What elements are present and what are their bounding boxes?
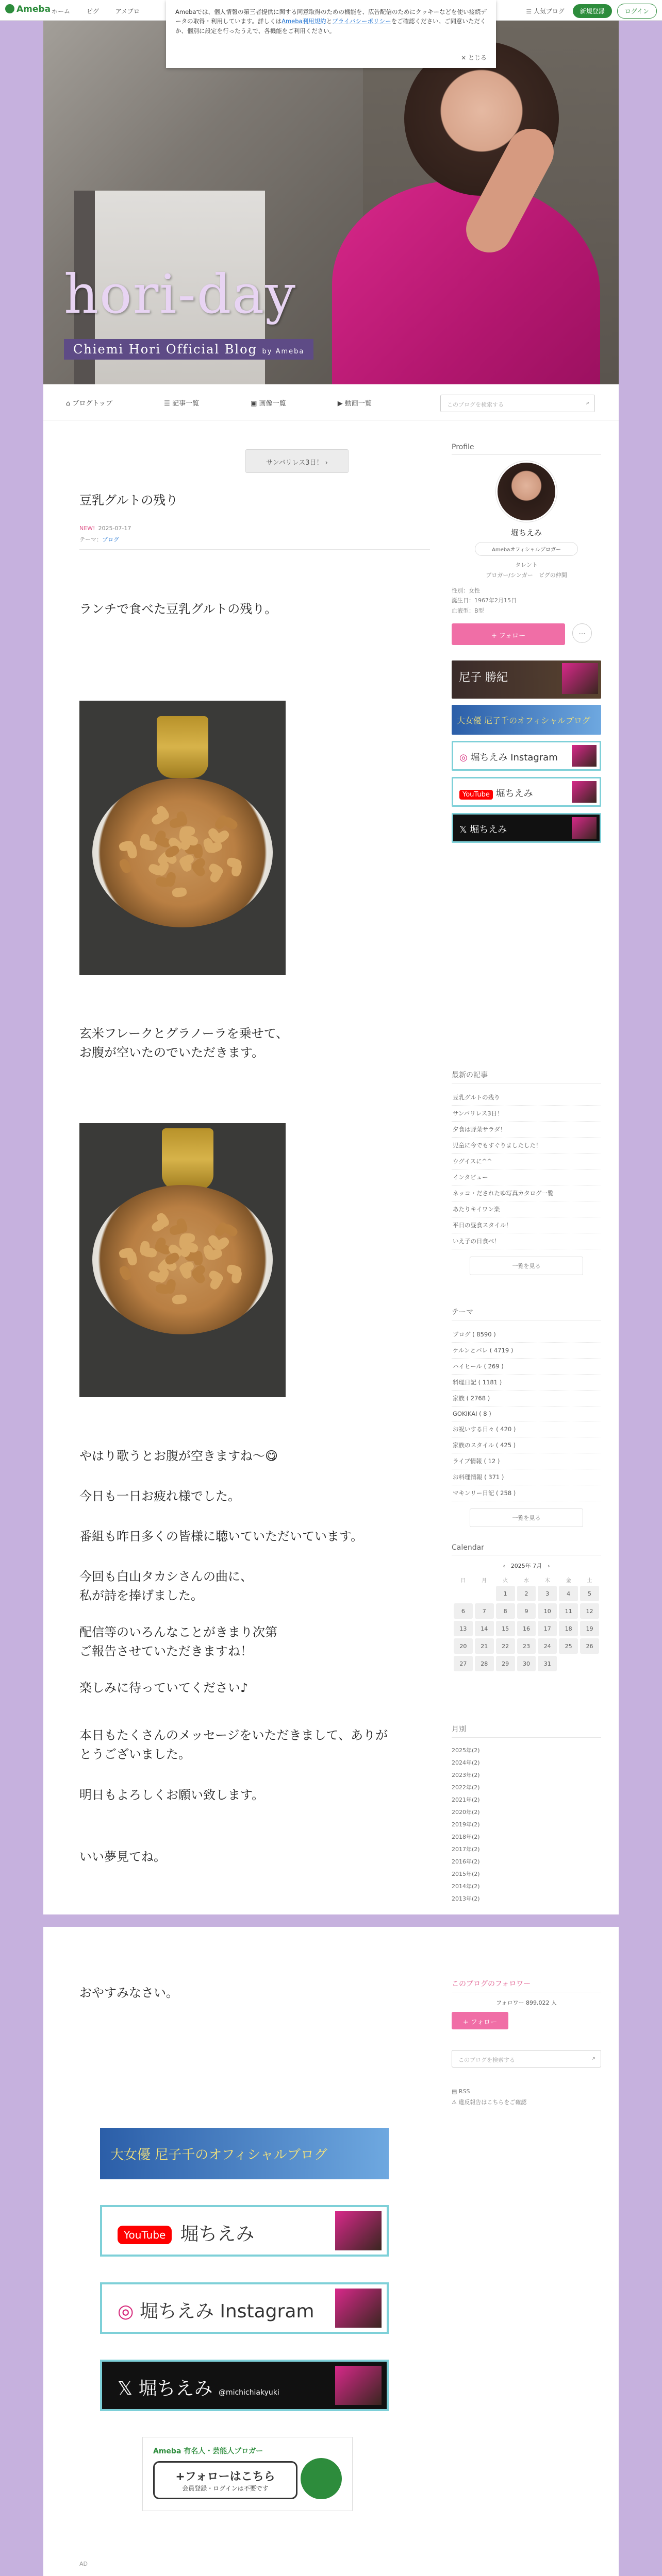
month-item[interactable]: 2023年(2) xyxy=(452,1772,480,1778)
theme-item[interactable]: ブログ ( 8590 ) xyxy=(452,1327,601,1343)
instagram-icon: ◎ xyxy=(459,752,468,763)
calendar-day[interactable]: 20 xyxy=(454,1638,473,1654)
sidebar-banner-1[interactable]: 尼子 勝紀 xyxy=(452,660,601,699)
banner-photo xyxy=(335,2289,382,2328)
calendar-day[interactable]: 28 xyxy=(475,1656,494,1671)
post-paragraph: 番組も昨日多くの皆様に聴いていただいています。 xyxy=(79,1529,363,1544)
nav-home[interactable]: ホーム xyxy=(52,8,71,15)
banner-photo xyxy=(572,817,597,839)
profile-name[interactable]: 堀ちえみ xyxy=(510,528,542,537)
nav-pigg[interactable]: ピグ xyxy=(86,8,99,15)
calendar-day[interactable]: 12 xyxy=(580,1603,599,1619)
cereal-flake xyxy=(118,857,133,874)
coffee-cup xyxy=(162,1128,213,1190)
calendar-grid: 日 月 火 水 木 金 土 1 2 3 4 5 6 7 8 9 10 11 12 13 14 15 16 17 18 19 20 21 22 23 24 25 26 27 28 29 30 31 xyxy=(452,1574,601,1673)
sidebar-banner-youtube[interactable]: YouTube 堀ちえみ xyxy=(452,777,601,807)
cereal-flake xyxy=(172,887,187,898)
theme-item[interactable]: お料理情報 ( 371 ) xyxy=(452,1469,601,1485)
theme-item[interactable]: ハイヒール ( 269 ) xyxy=(452,1359,601,1375)
more-options-button[interactable]: … xyxy=(572,623,592,643)
theme-item[interactable]: 家族 ( 2768 ) xyxy=(452,1391,601,1406)
prev-article-button[interactable]: サンバリレス3日！ › xyxy=(245,449,349,473)
cereal-flake xyxy=(118,1264,133,1281)
main-panel-top xyxy=(43,420,619,1914)
calendar-day[interactable]: 10 xyxy=(538,1603,557,1619)
sidebar-followers xyxy=(452,1978,601,2106)
calendar-day[interactable]: 14 xyxy=(475,1621,494,1636)
youtube-icon: YouTube xyxy=(118,2226,172,2244)
banner-photo xyxy=(335,2366,382,2405)
blog-title: hori-day xyxy=(64,263,297,326)
calendar-day[interactable]: 2 xyxy=(517,1586,536,1601)
coffee-cup xyxy=(157,716,208,778)
calendar-day[interactable]: 23 xyxy=(517,1638,536,1654)
blog-search-input[interactable]: このブログを検索する ⌕ xyxy=(440,395,595,412)
main-panel-bottom xyxy=(43,1927,619,2576)
banner-photo xyxy=(562,663,598,694)
ad-label: AD xyxy=(79,2561,88,2567)
register-button[interactable]: 新規登録 xyxy=(573,4,612,18)
login-button[interactable]: ログイン xyxy=(617,4,657,19)
cereal-flake xyxy=(180,1233,195,1243)
calendar-day[interactable]: 26 xyxy=(580,1638,599,1654)
cereal-flake xyxy=(193,1250,203,1265)
post-paragraph: やはり歌うとお腹が空きますね〜😋 xyxy=(79,1449,278,1463)
calendar-day[interactable]: 9 xyxy=(517,1603,536,1619)
calendar-day[interactable]: 15 xyxy=(496,1621,515,1636)
post-paragraph: 今日も一日お疲れ様でした。 xyxy=(79,1489,240,1503)
profile-header: Profile xyxy=(452,443,601,455)
post-paragraph: ランチで食べた豆乳グルトの残り。 xyxy=(79,602,277,616)
calendar-day xyxy=(454,1586,473,1601)
rss-link[interactable]: ▤ RSS xyxy=(452,2088,470,2095)
profile-avatar[interactable] xyxy=(496,461,557,522)
cereal-bowl xyxy=(92,1185,273,1334)
calendar-day[interactable]: 13 xyxy=(454,1621,473,1636)
header-actions xyxy=(526,4,657,19)
calendar-day[interactable]: 8 xyxy=(496,1603,515,1619)
month-item[interactable]: 2019年(2) xyxy=(452,1821,480,1828)
prev-month-icon[interactable]: ‹ xyxy=(503,1563,505,1569)
theme-item[interactable]: 料理日記 ( 1181 ) xyxy=(452,1375,601,1391)
month-item[interactable]: 2017年(2) xyxy=(452,1846,480,1853)
nav-ameblo[interactable]: アメブロ xyxy=(115,8,140,15)
theme-item[interactable]: マキンリー日記 ( 258 ) xyxy=(452,1485,601,1501)
calendar-day[interactable]: 27 xyxy=(454,1656,473,1671)
privacy-link[interactable]: プライバシーポリシー xyxy=(332,18,391,25)
month-item[interactable]: 2013年(2) xyxy=(452,1895,480,1902)
search-icon[interactable]: ⌕ xyxy=(586,399,589,406)
month-item[interactable]: 2022年(2) xyxy=(452,1784,480,1791)
next-month-icon[interactable]: › xyxy=(548,1563,550,1569)
calendar-day[interactable]: 6 xyxy=(454,1603,473,1619)
post-paragraph: 本日もたくさんのメッセージをいただきまして、ありが とうございました。 xyxy=(79,1728,388,1762)
sidebar-profile xyxy=(452,443,601,849)
theme-item[interactable]: GOKIKAI ( 8 ) xyxy=(452,1406,601,1421)
official-badge: Amebaオフィシャルブロガー xyxy=(475,542,578,556)
search-icon[interactable]: ⌕ xyxy=(592,2055,595,2061)
followers-header: このブログのフォロワー xyxy=(452,1978,601,1992)
post-paragraph: 明日もよろしくお願い致します。 xyxy=(79,1788,264,1802)
theme-item[interactable]: お祝いする日々 ( 420 ) xyxy=(452,1421,601,1437)
content-banner-youtube[interactable]: YouTube 堀ちえみ xyxy=(100,2205,389,2257)
recent-item[interactable]: 豆乳グルトの残り xyxy=(452,1090,601,1106)
cereal-flake xyxy=(172,1294,187,1305)
banner-photo xyxy=(335,2211,382,2250)
global-nav xyxy=(52,7,154,15)
calendar-day[interactable]: 24 xyxy=(538,1638,557,1654)
theme-item[interactable]: 家族のスタイル ( 425 ) xyxy=(452,1437,601,1453)
calendar-day[interactable]: 19 xyxy=(580,1621,599,1636)
profile-info: 性別：女性 誕生日：1967年2月15日 血液型：B型 xyxy=(452,587,517,615)
month-item[interactable]: 2024年(2) xyxy=(452,1759,480,1766)
recent-see-more[interactable]: 一覧を見る xyxy=(470,1257,583,1275)
cookie-notice: Amebaでは、個人情報の第三者提供に関する同意取得のための機能を、広告配信のためにクッキーなどを使い接続データの取得・利用しています。詳しくはAmeba利用規約とプライバシーポリシーをご確認ください。ご同意いただくか、個別に設定を行ったうえで、各機能をご利用ください。 × とじる xyxy=(166,0,496,68)
report-link-sidebar[interactable]: ⚠ 違反報告はこちらをご確認 xyxy=(452,2099,527,2106)
calendar-day[interactable]: 5 xyxy=(580,1586,599,1601)
recent-item[interactable]: 児童に今でもすぐりましたした！ xyxy=(452,1138,601,1154)
instagram-icon: ◎ xyxy=(118,2301,134,2322)
tab-article-list[interactable]: ☰ 記事一覧 xyxy=(164,400,199,408)
calendar-day[interactable]: 3 xyxy=(538,1586,557,1601)
banner-photo xyxy=(572,781,597,803)
youtube-icon: YouTube xyxy=(459,790,493,800)
sidebar-themes xyxy=(452,1307,601,1534)
calendar-day[interactable]: 22 xyxy=(496,1638,515,1654)
post-paragraph: 玄米フレークとグラノーラを乗せて、 お腹が空いたのでいただきます。 xyxy=(79,1026,289,1060)
sidebar-search-input[interactable]: このブログを検索する ⌕ xyxy=(452,2050,601,2067)
blog-subnav xyxy=(43,384,619,420)
follow-button[interactable]: + フォロー xyxy=(452,623,565,645)
calendar-day[interactable]: 4 xyxy=(559,1586,578,1601)
month-item[interactable]: 2015年(2) xyxy=(452,1871,480,1877)
ameba-follow-banner[interactable]: Ameba 有名人・芸能人ブロガー +フォローはこちら 会員登録・ログインは不要です xyxy=(142,2437,353,2511)
calendar-day[interactable]: 21 xyxy=(475,1638,494,1654)
x-icon: 𝕏 xyxy=(459,824,467,835)
post-paragraph: 楽しみに待っていてください♪ xyxy=(79,1681,249,1695)
sidebar-banner-2[interactable]: 大女優 尼子千のオフィシャルブログ xyxy=(452,705,601,735)
popular-blogs-link[interactable]: ☰ 人気ブログ xyxy=(526,8,565,15)
follow-button-2[interactable]: + フォロー xyxy=(452,2012,508,2029)
calendar-day[interactable]: 29 xyxy=(496,1656,515,1671)
recent-item[interactable]: 夕食は野菜サラダ！ xyxy=(452,1122,601,1138)
recent-item[interactable]: インタビュー xyxy=(452,1170,601,1185)
profile-meta: タレント ブロガー/シンガー ピグの仲間 xyxy=(486,562,567,579)
cereal-flake xyxy=(180,826,195,836)
sidebar-banner-x[interactable]: 𝕏 堀ちえみ xyxy=(452,813,601,843)
content-banner-official[interactable]: 大女優 尼子千のオフィシャルブログ xyxy=(100,2128,389,2179)
content-banner-x[interactable]: 𝕏 堀ちえみ @michichiakyuki xyxy=(100,2360,389,2411)
recent-item[interactable]: ウグイスに^^ xyxy=(452,1154,601,1170)
tab-image-list[interactable]: ▣ 画像一覧 xyxy=(251,400,286,408)
cereal-flake xyxy=(222,1223,239,1238)
calendar-day[interactable]: 18 xyxy=(559,1621,578,1636)
recent-header: 最新の記事 xyxy=(452,1070,601,1083)
month-item[interactable]: 2025年(2) xyxy=(452,1747,480,1754)
post-paragraph: いい夢見てね。 xyxy=(79,1850,166,1864)
blog-subtitle: Chiemi Hori Official Blog by Ameba xyxy=(64,339,313,360)
sidebar-monthly xyxy=(452,1724,601,1905)
divider xyxy=(79,549,430,550)
calendar-day xyxy=(475,1586,494,1601)
followers-count: フォロワー 899,022 人 xyxy=(496,1999,557,2006)
close-notice-button[interactable]: × とじる xyxy=(461,54,487,61)
cereal-bowl xyxy=(92,778,273,927)
post-photo-1[interactable] xyxy=(79,701,286,975)
blog-header-image[interactable] xyxy=(43,21,619,384)
banner-photo xyxy=(572,745,597,767)
calendar-header: Calendar xyxy=(452,1544,601,1555)
calendar-day xyxy=(580,1656,599,1671)
calendar-month: ‹ 2025年 7月 › xyxy=(503,1563,550,1569)
calendar-day[interactable]: 17 xyxy=(538,1621,557,1636)
calendar-day[interactable]: 30 xyxy=(517,1656,536,1671)
post-paragraph: おやすみなさい。 xyxy=(79,1986,178,2000)
month-item[interactable]: 2016年(2) xyxy=(452,1858,480,1865)
recent-item[interactable]: 平日の昼食スタイル！ xyxy=(452,1217,601,1233)
recent-item[interactable]: ネッコ・だされたゆ写真カタログ一覧 xyxy=(452,1185,601,1201)
recent-item[interactable]: あたりキイワン楽 xyxy=(452,1201,601,1217)
calendar-day[interactable]: 7 xyxy=(475,1603,494,1619)
tab-blog-top[interactable]: ⌂ ブログトップ xyxy=(66,400,113,408)
post-title[interactable]: 豆乳グルトの残り xyxy=(79,493,178,507)
content-banner-instagram[interactable]: ◎ 堀ちえみ Instagram xyxy=(100,2282,389,2334)
post-photo-2[interactable] xyxy=(79,1123,286,1397)
calendar-day[interactable]: 11 xyxy=(559,1603,578,1619)
theme-see-more[interactable]: 一覧を見る xyxy=(470,1509,583,1527)
calendar-day xyxy=(559,1656,578,1671)
month-item[interactable]: 2020年(2) xyxy=(452,1809,480,1816)
theme-header: テーマ xyxy=(452,1307,601,1320)
sidebar-recent xyxy=(452,1070,601,1282)
theme-link[interactable]: ブログ xyxy=(102,536,119,543)
ameba-logo[interactable]: Ameba xyxy=(5,4,51,14)
recent-item[interactable]: サンバリレス3日！ xyxy=(452,1106,601,1122)
month-item[interactable]: 2018年(2) xyxy=(452,1834,480,1840)
calendar-day[interactable]: 25 xyxy=(559,1638,578,1654)
calendar-day[interactable]: 16 xyxy=(517,1621,536,1636)
x-icon: 𝕏 xyxy=(118,2378,133,2399)
month-item[interactable]: 2021年(2) xyxy=(452,1797,480,1803)
terms-link[interactable]: Ameba利用規約 xyxy=(282,18,326,25)
post-date: NEW! 2025-07-17 xyxy=(79,525,131,532)
ameba-frog-icon xyxy=(301,2458,342,2499)
recent-item[interactable]: いえ子の日食べ！ xyxy=(452,1233,601,1249)
cereal-flake xyxy=(193,843,203,858)
theme-item[interactable]: ケルンとバレ ( 4719 ) xyxy=(452,1343,601,1359)
post-paragraph: 今回も白山タカシさんの曲に、 私が詩を捧げました。 xyxy=(79,1569,253,1603)
tab-video-list[interactable]: ▶ 動画一覧 xyxy=(337,400,372,408)
sidebar-calendar xyxy=(452,1544,601,1673)
ameba-icon xyxy=(5,4,14,13)
month-item[interactable]: 2014年(2) xyxy=(452,1883,480,1890)
monthly-header: 月別 xyxy=(452,1724,601,1738)
calendar-day[interactable]: 1 xyxy=(496,1586,515,1601)
sidebar-banner-instagram[interactable]: ◎ 堀ちえみ Instagram xyxy=(452,741,601,771)
theme-item[interactable]: ライブ情報 ( 12 ) xyxy=(452,1453,601,1469)
post-theme: テーマ：ブログ xyxy=(79,536,119,543)
post-paragraph: 配信等のいろんなことがきまり次第 ご報告させていただきますね！ xyxy=(79,1625,277,1659)
cereal-flake xyxy=(222,816,239,831)
calendar-day[interactable]: 31 xyxy=(538,1656,557,1671)
